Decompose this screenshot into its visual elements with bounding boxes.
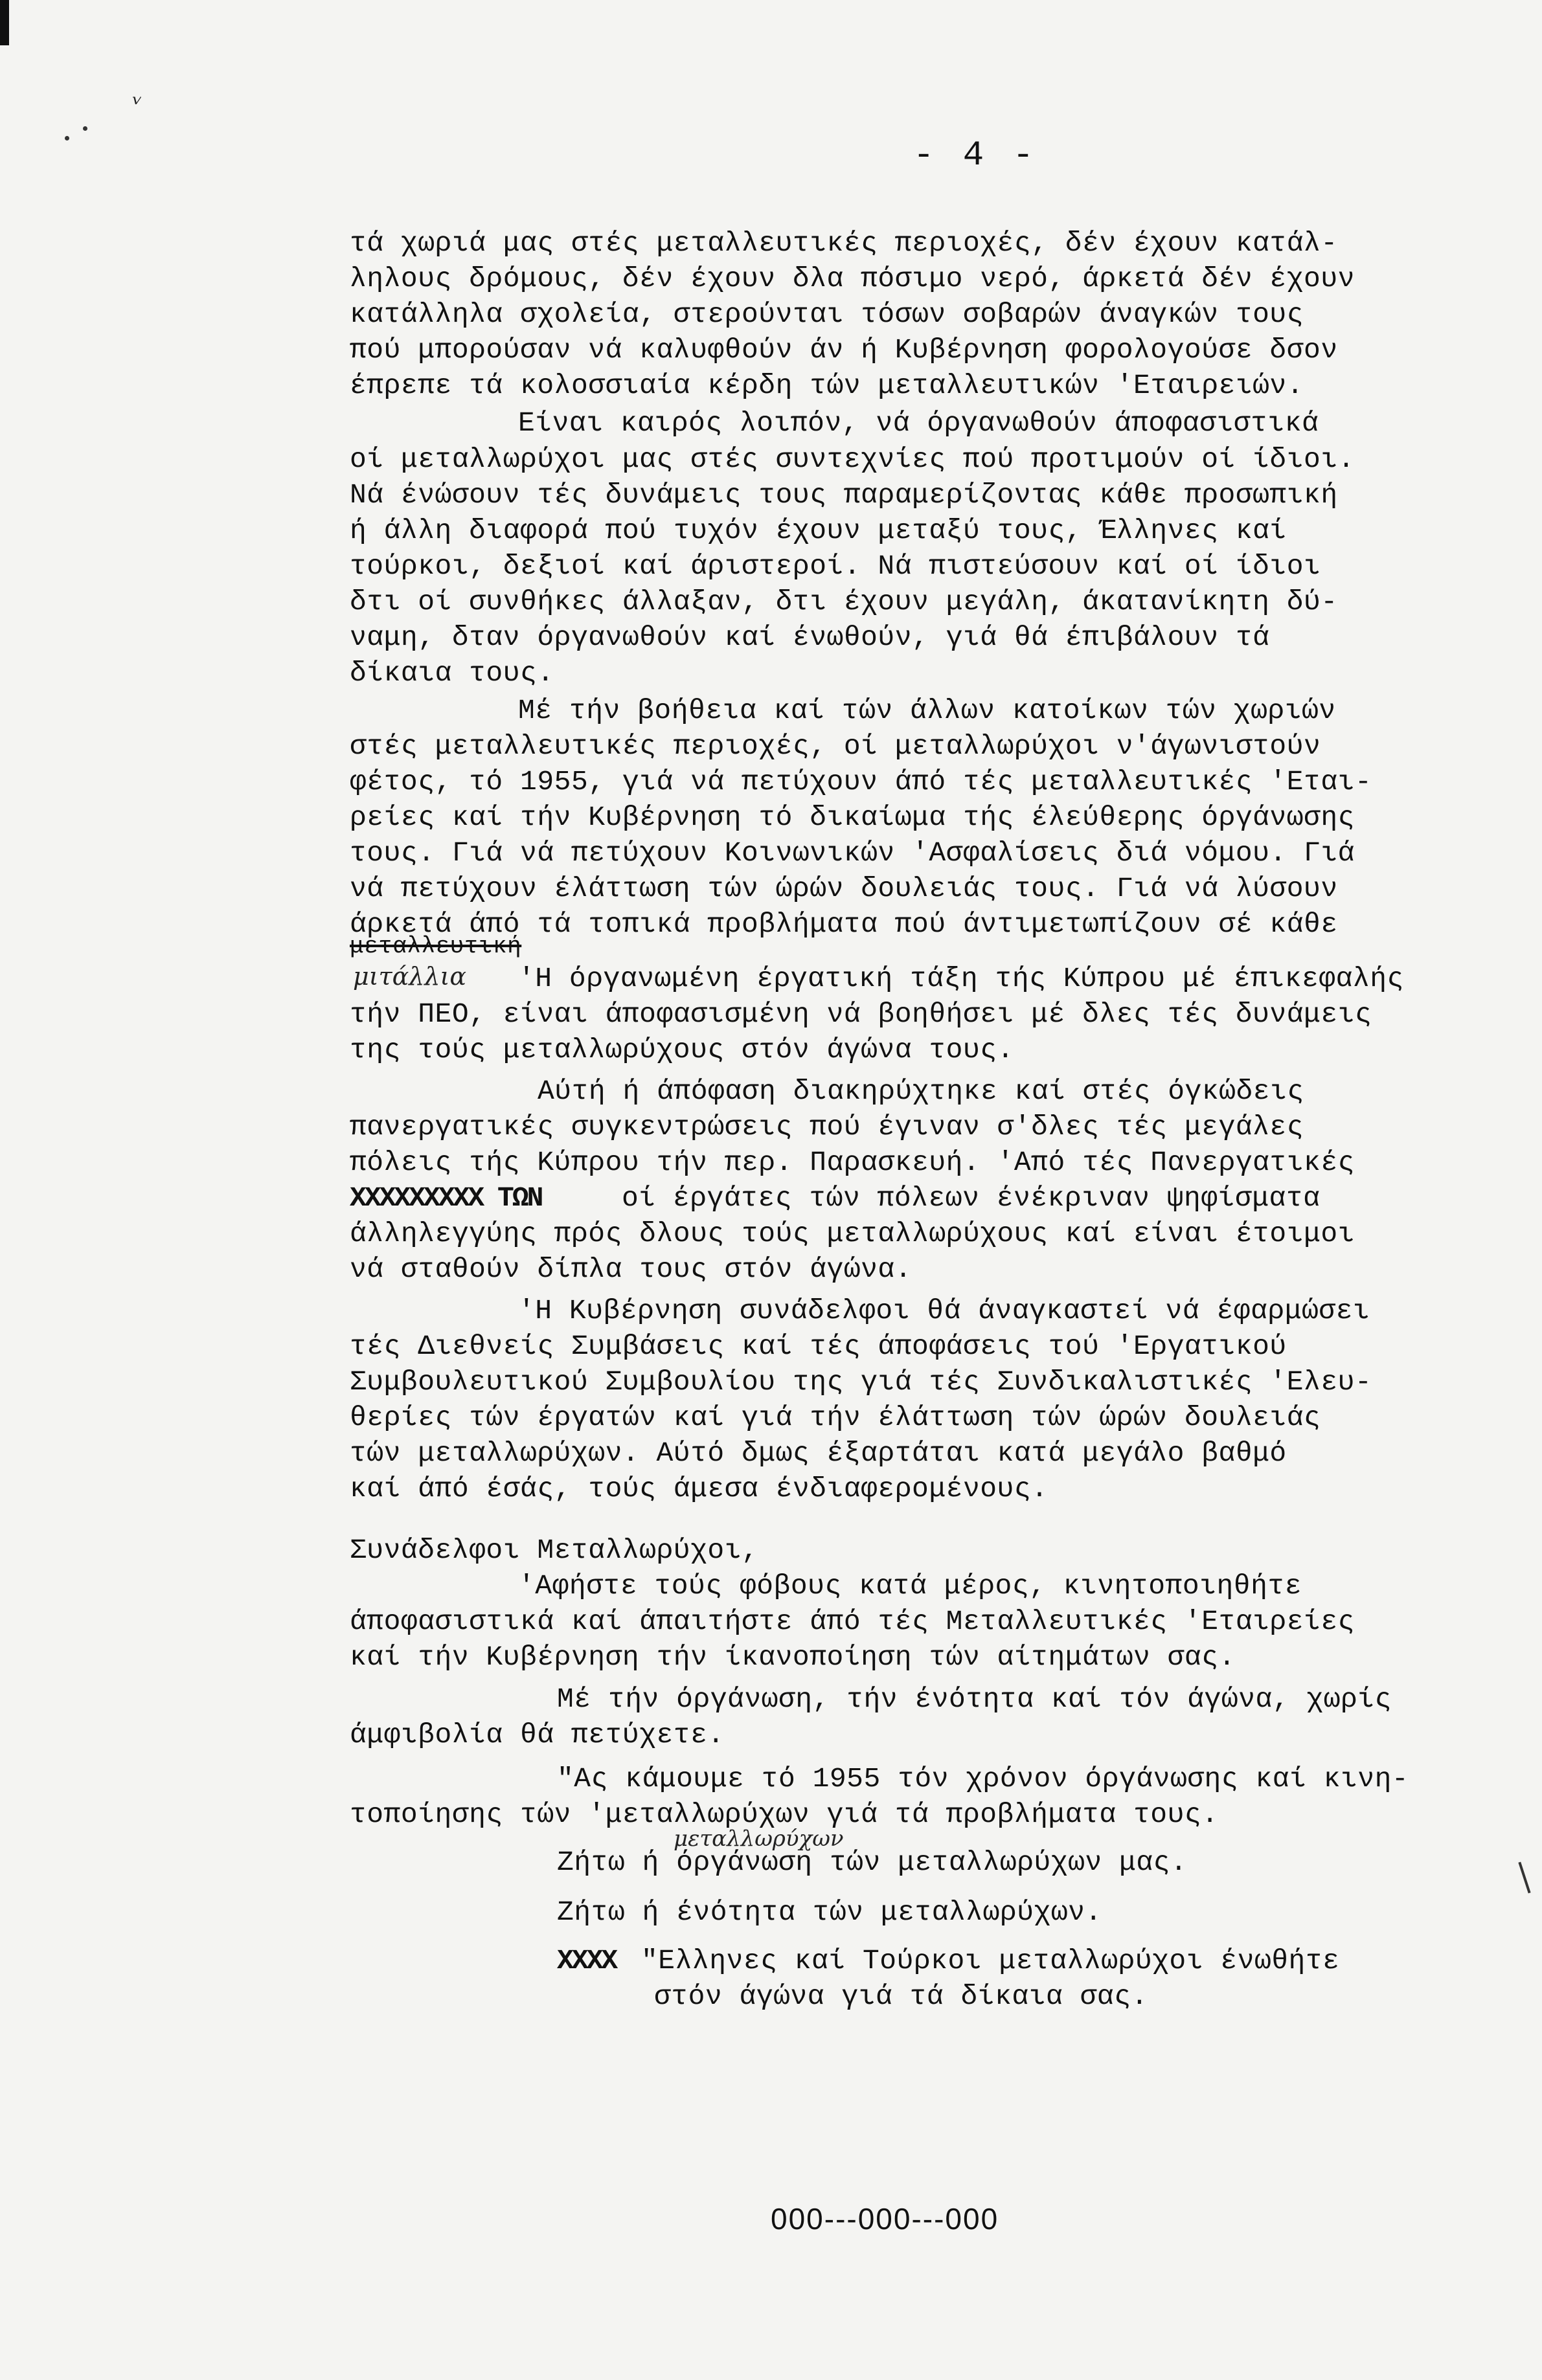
text-line: 'Η Κυβέρνηση συνάδελφοι θά άναγκαστεί νά έφαρμώσει (518, 1295, 1370, 1327)
corner-scribble: ᵥ (133, 81, 142, 111)
text-line: τών μεταλλωρύχων. Αύτό δμως έξαρτάται κατά μεγάλο βαθμό (350, 1437, 1287, 1469)
overtyped-text: ΧΧΧΧΧΧΧΧΧ ΤΩΝ (350, 1182, 542, 1214)
text-line: οί έργάτες τών πόλεων ένέκριναν ψηφίσματα (622, 1182, 1321, 1214)
text-line: έπρεπε τά κολοσσιαία κέρδη τών μεταλλευτικών 'Εταιρειών. (350, 370, 1304, 401)
text-line: Αύτή ή άπόφαση διακηρύχτηκε καί στές όγκώδεις (538, 1075, 1304, 1107)
text-line: πόλεις τής Κύπρου τήν περ. Παρασκευή. 'Από τές Πανεργατικές (350, 1147, 1355, 1178)
salutation: Συνάδελφοι Μεταλλωρύχοι, (350, 1534, 759, 1566)
text-line: άποφασιστικά καί άπαιτήστε άπό τές Μεταλλευτικές 'Εταιρείες (350, 1606, 1355, 1637)
text-line: "Ας κάμουμε τό 1955 τόν χρόνον όργάνωσης καί κινη- (557, 1763, 1409, 1795)
text-line: θερίες τών έργατών καί γιά τήν έλάττωση τών ώρών δουλειάς (350, 1402, 1321, 1433)
text-line: καί τήν Κυβέρνηση τήν ίκανοποίηση τών αίτημάτων σας. (350, 1641, 1236, 1673)
text-line: Νά ένώσουν τές δυνάμεις τους παραμερίζοντας κάθε προσωπική (350, 479, 1338, 511)
text-line: τοποίησης τών 'μεταλλωρύχων γιά τά προβλήματα τους. (350, 1799, 1219, 1830)
text-line: 'Η όργανωμένη έργατική τάξη τής Κύπρου μέ έπικεφαλής (518, 963, 1404, 994)
handwritten-correction: μεταλλωρύχων (674, 1826, 844, 1852)
struck-word: μεταλλευτική (350, 933, 522, 960)
text-line: νά σταθούν δίπλα τους στόν άγώνα. (350, 1253, 913, 1285)
text-line: φέτος, τό 1955, γιά νά πετύχουν άπό τές μεταλλευτικές 'Εται- (350, 766, 1372, 798)
text-line: τά χωριά μας στές μεταλλευτικές περιοχές, δέν έχουν κατάλ- (350, 227, 1338, 259)
text-line: Συμβουλευτικού Συμβουλίου της γιά τές Συνδικαλιστικές 'Ελευ- (350, 1366, 1372, 1398)
text-line: Μέ τήν βοήθεια καί τών άλλων κατοίκων τών χωριών (518, 695, 1336, 726)
text-line: στές μεταλλευτικές περιοχές, οί μεταλλωρύχοι ν'άγωνιστούν (350, 730, 1321, 762)
text-line: πανεργατικές συγκεντρώσεις πού έγιναν σ'δλες τές μεγάλες (350, 1111, 1304, 1143)
text-line: Μέ τήν όργάνωση, τήν ένότητα καί τόν άγώνα, χωρίς (557, 1683, 1392, 1715)
ink-dot (83, 126, 87, 131)
text-line: της τούς μεταλλωρύχους στόν άγώνα τους. (350, 1034, 1014, 1066)
ink-dot (65, 136, 69, 140)
text-line: ή άλλη διαφορά πού τυχόν έχουν μεταξύ τους, Έλληνες καί (350, 515, 1287, 546)
margin-mark (1518, 1862, 1530, 1894)
text-line: κατάλληλα σχολεία, στερούνται τόσων σοβαρών άναγκών τους (350, 298, 1304, 330)
text-line: Είναι καιρός λοιπόν, νά όργανωθούν άποφασιστικά (518, 407, 1319, 439)
text-line: ναμη, δταν όργανωθούν καί ένωθούν, γιά θά έπιβάλουν τά (350, 622, 1270, 653)
text-line: πού μπορούσαν νά καλυφθούν άν ή Κυβέρνηση φορολογούσε δσον (350, 334, 1338, 366)
text-line: ληλους δρόμους, δέν έχουν δλα πόσιμο νερό, άρκετά δέν έχουν (350, 263, 1355, 295)
text-line: 'Αφήστε τούς φόβους κατά μέρος, κινητοποιηθήτε (518, 1570, 1302, 1602)
text-line: τήν ΠΕΟ, είναι άποφασισμένη νά βοηθήσει μέ δλες τές δυνάμεις (350, 998, 1372, 1030)
text-line: δτι οί συνθήκες άλλαξαν, δτι έχουν μεγάλη, άκατανίκητη δύ- (350, 586, 1338, 618)
text-line: ρείες καί τήν Κυβέρνηση τό δικαίωμα τής έλεύθερης όργάνωσης (350, 802, 1355, 833)
slogan-line: Ζήτω ή ένότητα τών μεταλλωρύχων. (557, 1896, 1102, 1928)
slogan-line: "Ελληνες καί Τούρκοι μεταλλωρύχοι ένωθήτε (641, 1945, 1340, 1977)
slogan-line: στόν άγώνα γιά τά δίκαια σας. (654, 1981, 1148, 2012)
text-line: τους. Γιά νά πετύχουν Κοινωνικών 'Ασφαλίσεις διά νόμου. Γιά (350, 837, 1355, 869)
handwritten-correction: μιτάλλια (353, 962, 467, 991)
text-line: άρκετά άπό τά τοπικά προβλήματα πού άντιμετωπίζουν σέ κάθε (350, 908, 1338, 940)
text-line: τές Διεθνείς Συμβάσεις καί τές άποφάσεις τού 'Εργατικού (350, 1330, 1287, 1362)
text-line: άλληλεγγύης πρός δλους τούς μεταλλωρύχους καί είναι έτοιμοι (350, 1218, 1355, 1250)
text-line: τούρκοι, δεξιοί καί άριστεροί. Νά πιστεύσουν καί οί ίδιοι (350, 550, 1321, 582)
page-number: - 4 - (913, 136, 1038, 175)
text-line: καί άπό έσάς, τούς άμεσα ένδιαφερομένους. (350, 1473, 1049, 1505)
text-line: οί μεταλλωρύχοι μας στές συντεχνίες πού προτιμούν οί ίδιοι. (350, 443, 1355, 475)
end-mark: 000---000---000 (771, 2202, 999, 2236)
text-line: δίκαια τους. (350, 657, 554, 689)
overtyped-text: ΧΧΧΧ (557, 1945, 617, 1977)
text-line: νά πετύχουν έλάττωση τών ώρών δουλειάς τους. Γιά νά λύσουν (350, 873, 1338, 904)
text-line: άμφιβολία θά πετύχετε. (350, 1719, 725, 1751)
slogan-line: Ζήτω ή όργάνωση τών μεταλλωρύχων μας. (557, 1847, 1188, 1878)
page-edge-mark (0, 0, 9, 45)
